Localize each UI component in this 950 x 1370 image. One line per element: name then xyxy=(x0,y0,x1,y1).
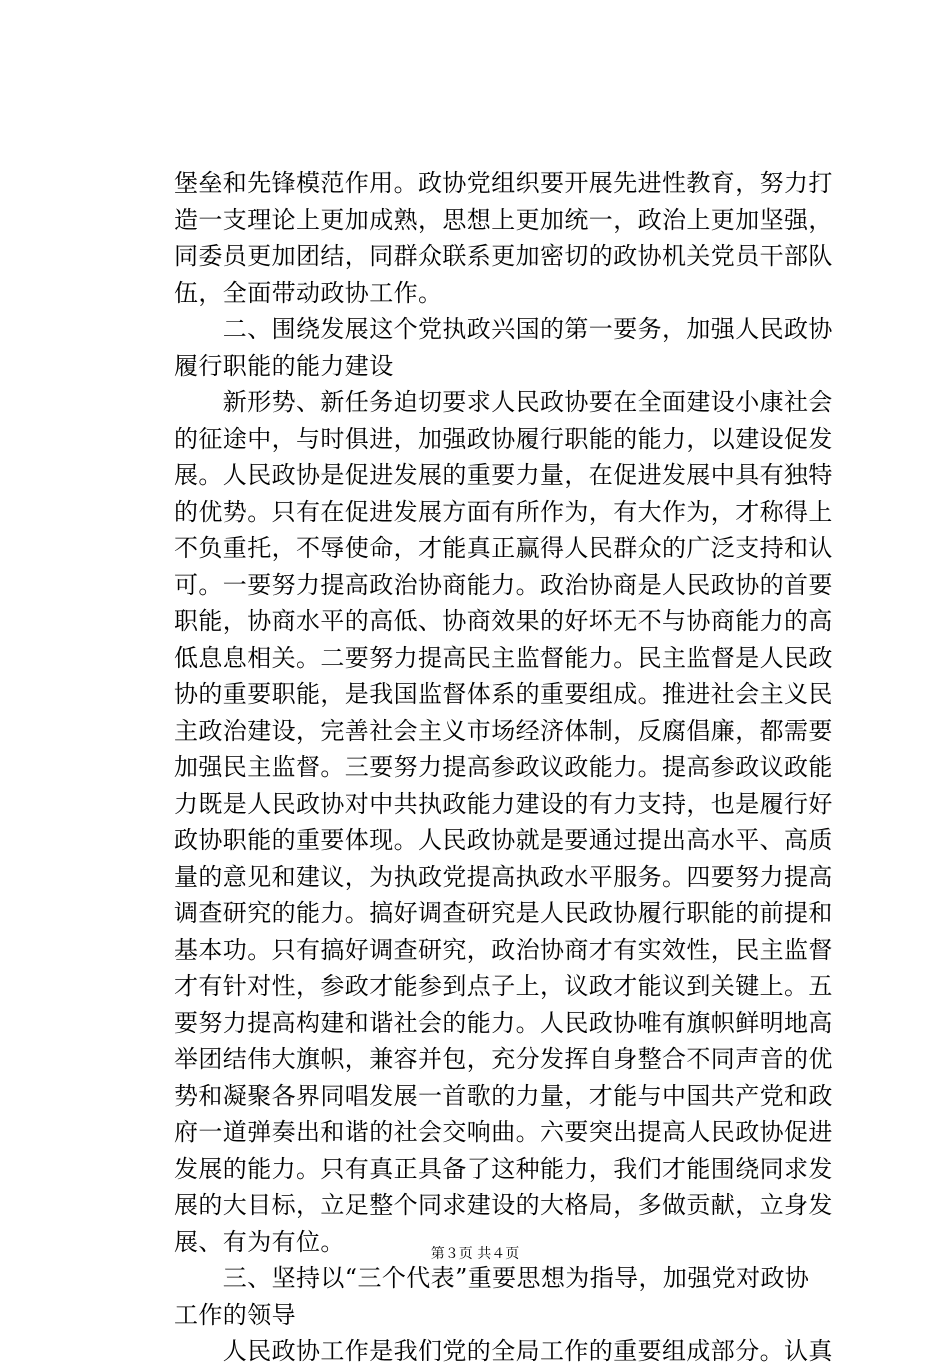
text-line: 低息息相关。二要努力提高民主监督能力。民主监督是人民政 xyxy=(174,643,833,672)
section-heading-line: 履行职能的能力建设 xyxy=(174,351,394,380)
section-heading-line: 工作的领导 xyxy=(174,1300,296,1329)
text-line: 调查研究的能力。搞好调查研究是人民政协履行职能的前提和 xyxy=(174,899,833,927)
text-line: 要努力提高构建和谐社会的能力。人民政协唯有旗帜鲜明地高 xyxy=(174,1008,833,1037)
text-line: 同委员更加团结，同群众联系更加密切的政协机关党员干部队 xyxy=(174,242,833,270)
text-line: 新形势、新任务迫切要求人民政协要在全面建设小康社会 xyxy=(174,388,833,416)
text-line: 主政治建设，完善社会主义市场经济体制，反腐倡廉，都需要 xyxy=(174,716,833,745)
text-line: 的征途中，与时俱进，加强政协履行职能的能力，以建设促发 xyxy=(174,424,833,453)
text-line: 职能，协商水平的高低、协商效果的好坏无不与协商能力的高 xyxy=(174,607,833,635)
text-line: 造一支理论上更加成熟，思想上更加统一，政治上更加坚强， xyxy=(174,205,833,234)
text-line: 基本功。只有搞好调查研究，政治协商才有实效性，民主监督 xyxy=(174,935,833,964)
text-line: 才有针对性，参政才能参到点子上，议政才能议到关键上。五 xyxy=(174,972,833,1000)
text-line: 堡垒和先锋模范作用。政协党组织要开展先进性教育，努力打 xyxy=(174,169,833,197)
text-line: 发展的能力。只有真正具备了这种能力，我们才能围绕同求发 xyxy=(174,1154,833,1183)
text-line: 人民政协工作是我们党的全局工作的重要组成部分。认真 xyxy=(174,1337,833,1365)
text-line: 展。人民政协是促进发展的重要力量，在促进发展中具有独特 xyxy=(174,461,833,489)
text-line: 势和凝聚各界同唱发展一首歌的力量，才能与中国共产党和政 xyxy=(174,1081,833,1110)
section-heading-line: 三、坚持以“三个代表”重要思想为指导，加强党对政协 xyxy=(174,1264,810,1292)
text-line: 可。一要努力提高政治协商能力。政治协商是人民政协的首要 xyxy=(174,570,833,599)
text-line: 协的重要职能，是我国监督体系的重要组成。推进社会主义民 xyxy=(174,680,833,708)
text-line: 力既是人民政协对中共执政能力建设的有力支持，也是履行好 xyxy=(174,789,833,818)
text-line: 政协职能的重要体现。人民政协就是要通过提出高水平、高质 xyxy=(174,826,833,854)
text-line: 展、有为有位。 xyxy=(174,1227,345,1256)
text-line: 伍，全面带动政协工作。 xyxy=(174,278,443,307)
text-line: 不负重托，不辱使命，才能真正赢得人民群众的广泛支持和认 xyxy=(174,534,833,562)
page-number-footer: 第３页 共４页 xyxy=(430,1246,520,1262)
text-line: 量的意见和建议，为执政党提高执政水平服务。四要努力提高 xyxy=(174,862,833,891)
text-line: 府一道弹奏出和谐的社会交响曲。六要突出提高人民政协促进 xyxy=(174,1118,833,1146)
text-line: 举团结伟大旗帜，兼容并包，充分发挥自身整合不同声音的优 xyxy=(174,1045,833,1073)
section-heading-line: 二、围绕发展这个党执政兴国的第一要务，加强人民政协 xyxy=(174,315,833,343)
document-body xyxy=(174,165,833,1370)
text-line: 的优势。只有在促进发展方面有所作为，有大作为，才称得上 xyxy=(174,497,833,526)
text-line: 展的大目标，立足整个同求建设的大格局，多做贡献，立身发 xyxy=(174,1191,833,1219)
text-line: 加强民主监督。三要努力提高参政议政能力。提高参政议政能 xyxy=(174,753,833,781)
